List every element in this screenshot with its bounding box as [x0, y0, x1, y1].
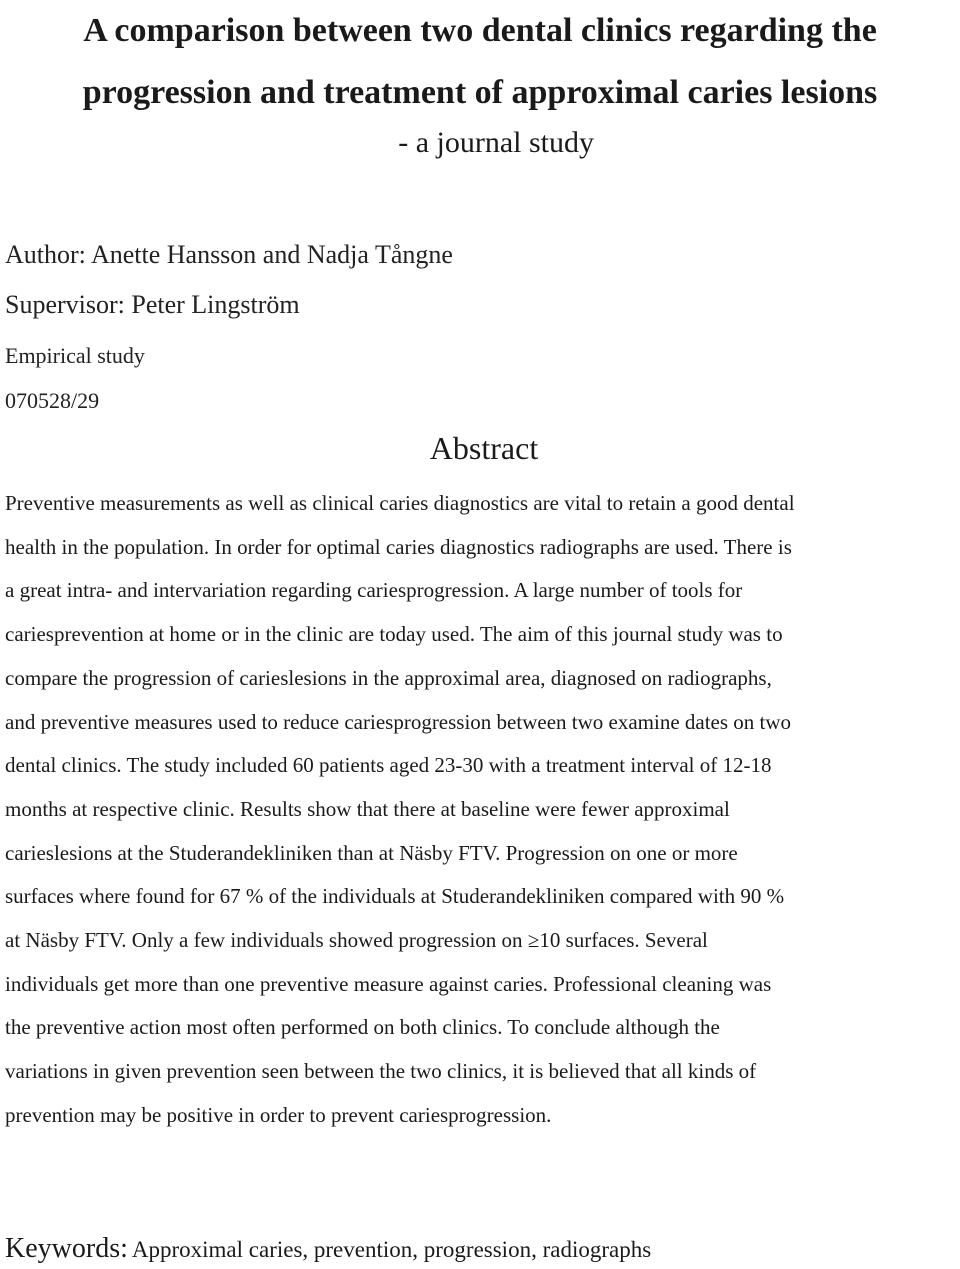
supervisor-line: Supervisor: Peter Lingström — [5, 290, 300, 319]
study-code-line: 070528/29 — [5, 388, 100, 413]
abstract-line: prevention may be positive in order to prevent cariesprogression. — [5, 1102, 552, 1127]
title-line: A comparison between two dental clinics regarding the — [83, 12, 877, 49]
keywords-label: Keywords: — [5, 1233, 128, 1264]
abstract-line: Preventive measurements as well as clinical caries diagnostics are vital to retain a good dental — [5, 491, 795, 515]
title-line: progression and treatment of approximal caries lesions — [82, 74, 878, 111]
keywords-line — [5, 1233, 651, 1265]
abstract-line: at Näsby FTV. Only a few individuals showed progression on ≥10 surfaces. Several — [5, 928, 708, 953]
abstract-line: a great intra- and intervariation regarding cariesprogression. A large number of tools for — [5, 578, 743, 603]
abstract-line: health in the population. In order for optimal caries diagnostics radiographs are used. There is — [5, 534, 792, 559]
abstract-line: the preventive action most often performed on both clinics. To conclude although the — [5, 1015, 720, 1040]
abstract-line: compare the progression of carieslesions in the approximal area, diagnosed on radiographs, — [5, 665, 772, 690]
abstract-line: carieslesions at the Studerandekliniken than at Näsby FTV. Progression on one or more — [5, 840, 738, 865]
abstract-line: months at respective clinic. Results show that there at baseline were fewer approximal — [5, 796, 730, 821]
abstract-line: and preventive measures used to reduce cariesprogression between two examine dates on two — [5, 709, 792, 734]
paper-subtitle: - a journal study — [398, 126, 594, 159]
abstract-line: variations in given prevention seen between the two clinics, it is believed that all kinds of — [5, 1059, 757, 1084]
paper-title — [0, 0, 960, 124]
abstract-heading: Abstract — [429, 430, 539, 466]
keywords-value: Approximal caries, prevention, progression, radiographs — [131, 1237, 652, 1262]
author-line: Author: Anette Hansson and Nadja Tångne — [5, 240, 453, 269]
abstract-line: dental clinics. The study included 60 patients aged 23-30 with a treatment interval of 12-18 — [5, 753, 772, 778]
abstract-line: individuals get more than one preventive measure against caries. Professional cleaning was — [5, 971, 772, 996]
abstract-body — [5, 482, 960, 1138]
study-type-line: Empirical study — [5, 343, 145, 368]
abstract-line: cariesprevention at home or in the clinic are today used. The aim of this journal study was to — [5, 622, 783, 647]
abstract-line: surfaces where found for 67 % of the individuals at Studerandekliniken compared with 90 % — [5, 884, 785, 909]
